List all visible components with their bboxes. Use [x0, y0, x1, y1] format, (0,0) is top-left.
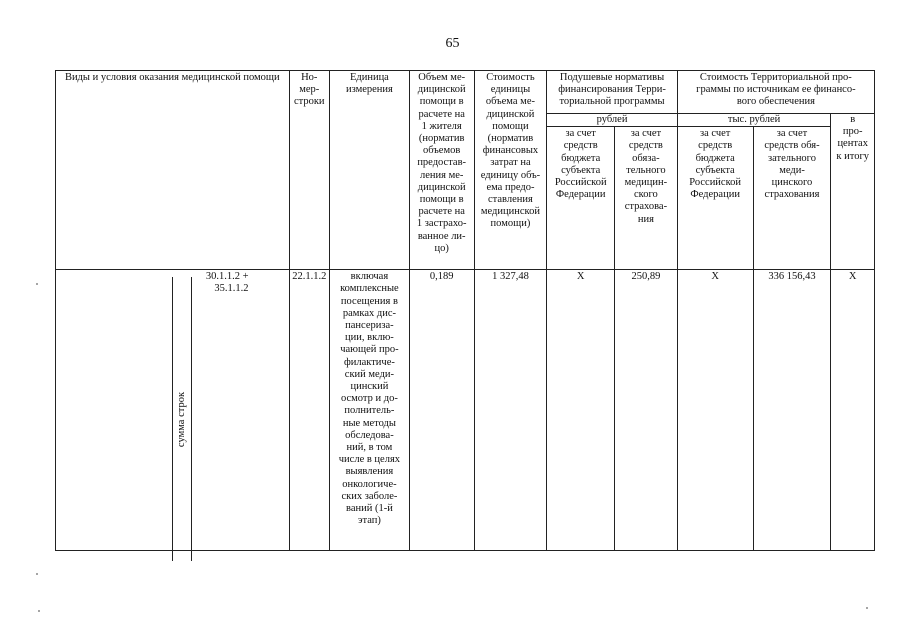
cell-budget-thous: X	[677, 270, 753, 551]
scan-speck	[36, 573, 38, 575]
side-column-left-border	[172, 277, 173, 561]
scan-speck	[36, 283, 38, 285]
header-cost: Стоимость единицы объема ме- дицинской помощи (норматив финансовых затрат на единицу объ- ема предо- ставления медицинской помощи)	[474, 71, 547, 270]
header-oms-thous: за счет средств обя- зательного меди- цинского страхования	[753, 127, 831, 270]
scan-speck	[866, 607, 868, 609]
page-number: 65	[445, 36, 460, 51]
header-program-cost: Стоимость Территориальной про- граммы по источникам ее финансо- вого обеспечения	[677, 71, 874, 114]
cell-row-number: 22.1.1.2	[289, 270, 329, 551]
header-budget-thous: за счет средств бюджета субъекта Российской Федерации	[677, 127, 753, 270]
header-budget-rub: за счет средств бюджета субъекта Российской Федерации	[547, 127, 615, 270]
cell-unit: включая комплексные посещения в рамках дис- пансериза- ции, вклю- чающей про- филактиче- ский меди- цинский осмотр и до- полнитель- ные методы обследова- ний, в том числе в целях выявления онкологиче- ских заболе- ваний (1-й этап)	[329, 270, 409, 551]
cell-oms-thous: 336 156,43	[753, 270, 831, 551]
header-kinds: Виды и условия оказания медицинской помощи	[56, 71, 290, 270]
side-label	[174, 278, 190, 561]
header-row-number: Но- мер- строки	[289, 71, 329, 270]
side-column-right-border	[191, 277, 192, 561]
header-unit: Единица измерения	[329, 71, 409, 270]
cell-cost: 1 327,48	[474, 270, 547, 551]
header-oms-rub: за счет средств обяза- тельного медицин- ского страхова- ния	[615, 127, 678, 270]
cell-budget-rub: X	[547, 270, 615, 551]
cell-formula: 30.1.1.2 + 35.1.1.2	[56, 270, 290, 551]
header-unit-thousand-rubles: тыс. рублей	[677, 114, 831, 127]
side-label-text: сумма строк	[176, 391, 188, 448]
scan-speck	[38, 610, 40, 612]
header-per-capita: Подушевые нормативы финансирования Терри- ториальной программы	[547, 71, 677, 114]
cell-oms-rub: 250,89	[615, 270, 678, 551]
header-percent: в про- центах к итогу	[831, 114, 875, 270]
header-unit-rubles: рублей	[547, 114, 677, 127]
header-volume: Объем ме- дицинской помощи в расчете на 1 жителя (норматив объемов предостав- ления ме- дицинской помощи в расчете на 1 застрахо- ванное ли- цо)	[409, 71, 474, 270]
cell-percent: X	[831, 270, 875, 551]
cell-volume: 0,189	[409, 270, 474, 551]
